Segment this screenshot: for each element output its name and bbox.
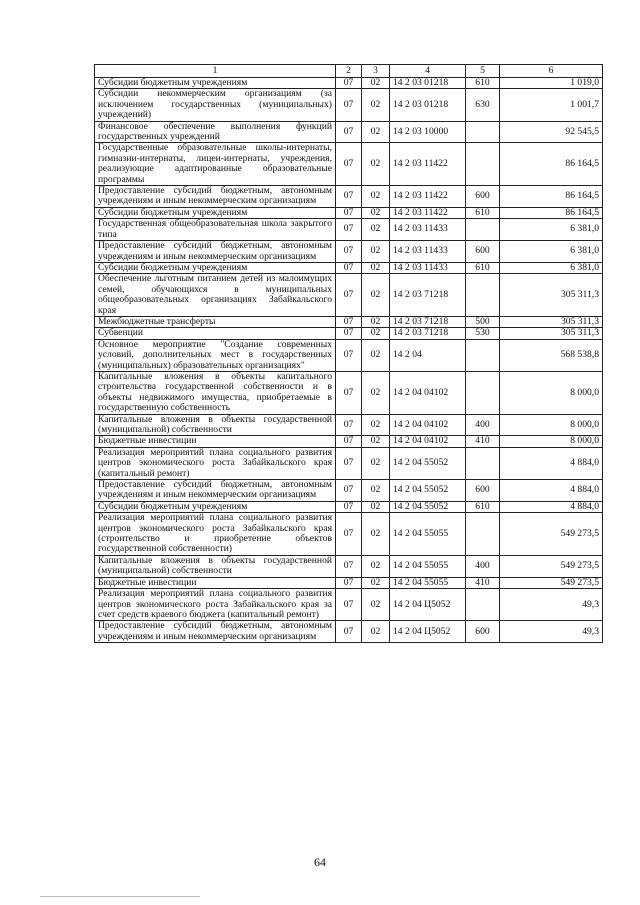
row-expense-type: 400 xyxy=(466,414,500,436)
row-subsection: 02 xyxy=(362,621,390,643)
row-expense-type: 410 xyxy=(466,436,500,447)
row-target-code: 14 2 03 11422 xyxy=(390,207,466,218)
table-row xyxy=(95,501,603,512)
row-name: Реализация мероприятий плана социального развития центров экономического роста Забайкальского края (строительство и приобретение объектов государственной собственности) xyxy=(95,513,336,556)
row-subsection: 02 xyxy=(362,143,390,186)
row-target-code: 14 2 03 10000 xyxy=(390,121,466,143)
row-expense-type xyxy=(466,143,500,186)
table-row xyxy=(95,555,603,577)
table-row xyxy=(95,414,603,436)
row-amount: 4 884,0 xyxy=(500,447,603,479)
row-section: 07 xyxy=(336,513,362,556)
header-col-3: 3 xyxy=(362,65,390,78)
row-subsection: 02 xyxy=(362,339,390,371)
row-target-code: 14 2 03 11422 xyxy=(390,186,466,208)
row-subsection: 02 xyxy=(362,207,390,218)
table-row xyxy=(95,339,603,371)
row-subsection: 02 xyxy=(362,501,390,512)
row-section: 07 xyxy=(336,316,362,327)
table-row xyxy=(95,78,603,89)
row-amount: 549 273,5 xyxy=(500,577,603,588)
row-expense-type: 530 xyxy=(466,328,500,339)
row-section: 07 xyxy=(336,621,362,643)
row-amount: 305 311,3 xyxy=(500,274,603,317)
row-target-code: 14 2 03 01218 xyxy=(390,89,466,121)
header-col-6: 6 xyxy=(500,65,603,78)
row-subsection: 02 xyxy=(362,447,390,479)
row-section: 07 xyxy=(336,501,362,512)
row-amount: 49,3 xyxy=(500,589,603,621)
row-target-code: 14 2 04 55055 xyxy=(390,577,466,588)
row-subsection: 02 xyxy=(362,78,390,89)
row-name: Субсидии бюджетным учреждениям xyxy=(95,78,336,89)
row-amount: 4 884,0 xyxy=(500,480,603,502)
row-section: 07 xyxy=(336,241,362,263)
header-col-4: 4 xyxy=(390,65,466,78)
row-name: Предоставление субсидий бюджетным, автономным учреждениям и иным некоммерческим организациям xyxy=(95,241,336,263)
row-name: Предоставление субсидий бюджетным, автономным учреждениям и иным некоммерческим организациям xyxy=(95,186,336,208)
row-name: Субсидии бюджетным учреждениям xyxy=(95,501,336,512)
row-expense-type: 410 xyxy=(466,577,500,588)
row-subsection: 02 xyxy=(362,555,390,577)
budget-table xyxy=(94,64,603,643)
row-target-code: 14 2 04 xyxy=(390,339,466,371)
row-target-code: 14 2 04 Ц5052 xyxy=(390,589,466,621)
row-name: Субвенции xyxy=(95,328,336,339)
row-subsection: 02 xyxy=(362,89,390,121)
row-section: 07 xyxy=(336,219,362,241)
table-row xyxy=(95,186,603,208)
row-expense-type: 600 xyxy=(466,241,500,263)
row-amount: 86 164,5 xyxy=(500,143,603,186)
row-name: Субсидии бюджетным учреждениям xyxy=(95,262,336,273)
row-section: 07 xyxy=(336,480,362,502)
header-col-1: 1 xyxy=(95,65,336,78)
row-expense-type: 600 xyxy=(466,186,500,208)
row-expense-type xyxy=(466,274,500,317)
row-name: Финансовое обеспечение выполнения функций государственных учреждений xyxy=(95,121,336,143)
table-row xyxy=(95,262,603,273)
table-header-row xyxy=(95,65,603,78)
row-name: Капитальные вложения в объекты капитального строительства государственной собственности и в объекты недвижимого имущества, приобретаемые в государственную собственность xyxy=(95,371,336,414)
row-target-code: 14 2 03 11433 xyxy=(390,241,466,263)
table-row xyxy=(95,371,603,414)
row-subsection: 02 xyxy=(362,436,390,447)
row-subsection: 02 xyxy=(362,186,390,208)
row-expense-type: 610 xyxy=(466,78,500,89)
header-col-5: 5 xyxy=(466,65,500,78)
row-name: Межбюджетные трансферты xyxy=(95,316,336,327)
footer-rule xyxy=(40,896,200,897)
table-row xyxy=(95,589,603,621)
row-name: Предоставление субсидий бюджетным, автономным учреждениям и иным некоммерческим организациям xyxy=(95,480,336,502)
page-number: 64 xyxy=(314,855,326,869)
row-target-code: 14 2 04 55055 xyxy=(390,513,466,556)
row-amount: 549 273,5 xyxy=(500,513,603,556)
row-subsection: 02 xyxy=(362,589,390,621)
row-name: Государственные образовательные школы-интернаты, гимназии-интернаты, лицеи-интернаты, учреждения, реализующие адаптированные образовательные программы xyxy=(95,143,336,186)
row-target-code: 14 2 04 04102 xyxy=(390,436,466,447)
row-target-code: 14 2 03 71218 xyxy=(390,328,466,339)
row-amount: 1 001,7 xyxy=(500,89,603,121)
row-target-code: 14 2 04 04102 xyxy=(390,371,466,414)
row-section: 07 xyxy=(336,78,362,89)
row-subsection: 02 xyxy=(362,328,390,339)
row-target-code: 14 2 03 11433 xyxy=(390,262,466,273)
header-col-2: 2 xyxy=(336,65,362,78)
row-section: 07 xyxy=(336,328,362,339)
row-name: Основное мероприятие "Создание современных условий, дополнительных мест в государственных (муниципальных) образовательных организациях" xyxy=(95,339,336,371)
row-subsection: 02 xyxy=(362,480,390,502)
row-target-code: 14 2 04 04102 xyxy=(390,414,466,436)
row-amount: 4 884,0 xyxy=(500,501,603,512)
row-name: Государственная общеобразовательная школа закрытого типа xyxy=(95,219,336,241)
table-row xyxy=(95,89,603,121)
row-expense-type: 630 xyxy=(466,89,500,121)
row-expense-type xyxy=(466,219,500,241)
table-row xyxy=(95,480,603,502)
row-section: 07 xyxy=(336,436,362,447)
row-section: 07 xyxy=(336,89,362,121)
row-target-code: 14 2 04 55052 xyxy=(390,501,466,512)
row-amount: 568 538,8 xyxy=(500,339,603,371)
table-row xyxy=(95,436,603,447)
row-subsection: 02 xyxy=(362,274,390,317)
row-section: 07 xyxy=(336,589,362,621)
row-subsection: 02 xyxy=(362,241,390,263)
row-expense-type xyxy=(466,447,500,479)
row-target-code: 14 2 03 11433 xyxy=(390,219,466,241)
row-expense-type xyxy=(466,513,500,556)
row-name: Реализация мероприятий плана социального развития центров экономического роста Забайкальского края за счет средств краевого бюджета (капитальный ремонт) xyxy=(95,589,336,621)
row-amount: 549 273,5 xyxy=(500,555,603,577)
row-name: Бюджетные инвестиции xyxy=(95,577,336,588)
table-row xyxy=(95,328,603,339)
row-section: 07 xyxy=(336,339,362,371)
row-amount: 8 000,0 xyxy=(500,436,603,447)
row-amount: 6 381,0 xyxy=(500,241,603,263)
table-row xyxy=(95,621,603,643)
row-expense-type: 600 xyxy=(466,480,500,502)
row-target-code: 14 2 03 11422 xyxy=(390,143,466,186)
row-target-code: 14 2 03 71218 xyxy=(390,316,466,327)
row-amount: 86 164,5 xyxy=(500,186,603,208)
row-section: 07 xyxy=(336,143,362,186)
table-row xyxy=(95,274,603,317)
row-expense-type xyxy=(466,339,500,371)
row-target-code: 14 2 03 71218 xyxy=(390,274,466,317)
table-row xyxy=(95,447,603,479)
table-row xyxy=(95,316,603,327)
row-subsection: 02 xyxy=(362,577,390,588)
row-amount: 8 000,0 xyxy=(500,414,603,436)
row-section: 07 xyxy=(336,371,362,414)
row-subsection: 02 xyxy=(362,121,390,143)
row-amount: 8 000,0 xyxy=(500,371,603,414)
table-row xyxy=(95,513,603,556)
row-expense-type: 610 xyxy=(466,262,500,273)
row-amount: 92 545,5 xyxy=(500,121,603,143)
row-expense-type: 600 xyxy=(466,621,500,643)
table-row xyxy=(95,577,603,588)
row-subsection: 02 xyxy=(362,513,390,556)
table-row xyxy=(95,143,603,186)
row-name: Реализация мероприятий плана социального развития центров экономического роста Забайкальского края (капитальный ремонт) xyxy=(95,447,336,479)
row-subsection: 02 xyxy=(362,371,390,414)
row-expense-type: 610 xyxy=(466,501,500,512)
row-section: 07 xyxy=(336,274,362,317)
table-row xyxy=(95,219,603,241)
row-name: Бюджетные инвестиции xyxy=(95,436,336,447)
row-amount: 6 381,0 xyxy=(500,219,603,241)
row-expense-type xyxy=(466,589,500,621)
row-subsection: 02 xyxy=(362,262,390,273)
row-section: 07 xyxy=(336,577,362,588)
row-name: Предоставление субсидий бюджетным, автономным учреждениям и иным некоммерческим организациям xyxy=(95,621,336,643)
table-row xyxy=(95,207,603,218)
row-target-code: 14 2 03 01218 xyxy=(390,78,466,89)
row-expense-type: 500 xyxy=(466,316,500,327)
row-expense-type xyxy=(466,371,500,414)
row-expense-type: 400 xyxy=(466,555,500,577)
row-subsection: 02 xyxy=(362,414,390,436)
row-section: 07 xyxy=(336,414,362,436)
row-name: Капитальные вложения в объекты государственной (муниципальной) собственности xyxy=(95,414,336,436)
row-amount: 6 381,0 xyxy=(500,262,603,273)
row-target-code: 14 2 04 55052 xyxy=(390,480,466,502)
row-amount: 1 019,0 xyxy=(500,78,603,89)
row-name: Капитальные вложения в объекты государственной (муниципальной) собственности xyxy=(95,555,336,577)
row-section: 07 xyxy=(336,121,362,143)
row-section: 07 xyxy=(336,262,362,273)
row-section: 07 xyxy=(336,207,362,218)
row-section: 07 xyxy=(336,186,362,208)
row-target-code: 14 2 04 55052 xyxy=(390,447,466,479)
row-section: 07 xyxy=(336,447,362,479)
row-subsection: 02 xyxy=(362,219,390,241)
row-amount: 305 311,3 xyxy=(500,328,603,339)
row-expense-type: 610 xyxy=(466,207,500,218)
row-name: Субсидии некоммерческим организациям (за исключением государственных (муниципальных) учреждений) xyxy=(95,89,336,121)
table-row xyxy=(95,121,603,143)
row-name: Субсидии бюджетным учреждениям xyxy=(95,207,336,218)
row-subsection: 02 xyxy=(362,316,390,327)
row-name: Обеспечение льготным питанием детей из малоимущих семей, обучающихся в муниципальных общеобразовательных организациях Забайкальского края xyxy=(95,274,336,317)
row-amount: 49,3 xyxy=(500,621,603,643)
row-target-code: 14 2 04 Ц5052 xyxy=(390,621,466,643)
table-row xyxy=(95,241,603,263)
row-amount: 305 311,3 xyxy=(500,316,603,327)
row-expense-type xyxy=(466,121,500,143)
row-amount: 86 164,5 xyxy=(500,207,603,218)
row-target-code: 14 2 04 55055 xyxy=(390,555,466,577)
row-section: 07 xyxy=(336,555,362,577)
